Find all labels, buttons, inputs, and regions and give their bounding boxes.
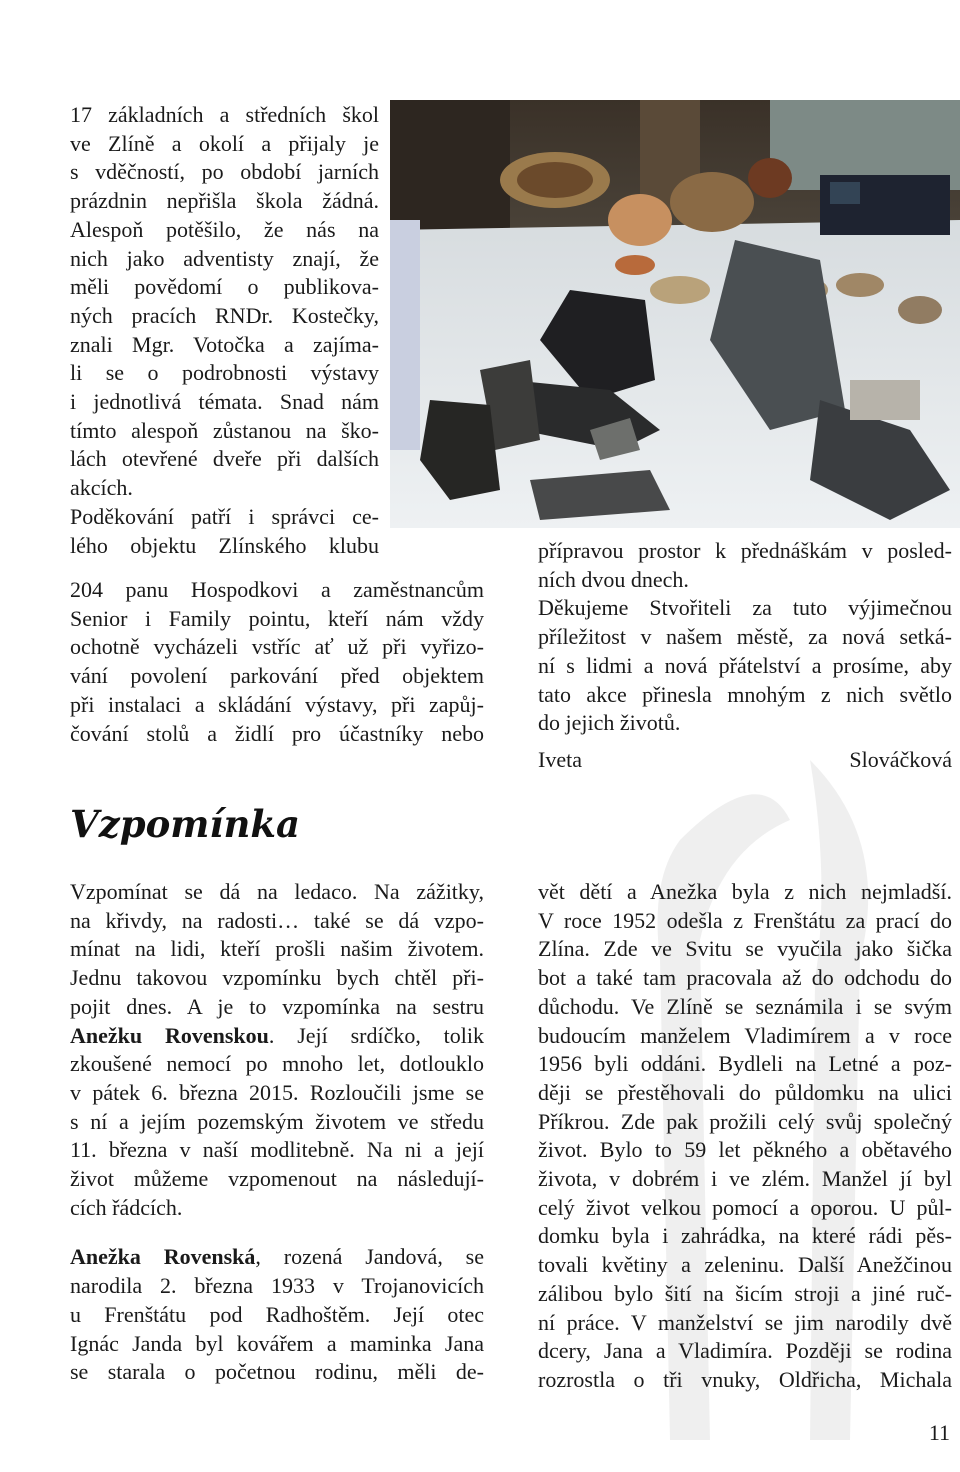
text-line: domku byla i zahrádka, na které rádi pěs- — [538, 1223, 952, 1249]
text-line: čování stolů a židlí pro účastníky nebo — [70, 720, 484, 746]
text-line: Senior i Family pointu, kteří nám vždy — [70, 605, 484, 631]
name-bold: Anežka Rovenská — [70, 1244, 256, 1270]
text-line: budoucím manželem Vladimírem a v roce — [538, 1022, 952, 1048]
text-line: narodila 2. března 1933 v Trojanovicích — [70, 1273, 484, 1299]
text-line: tímto alespoň zůstanou na ško- — [70, 417, 379, 443]
text-line: s vděčností, po období jarních — [70, 159, 379, 185]
article2-right-column — [538, 878, 952, 1395]
text-line: Alespoň potěšilo, že nás na — [70, 216, 379, 242]
text-line: 17 základních a středních škol — [70, 102, 379, 127]
text-line: ve Zlíně a okolí a přijaly je — [70, 130, 379, 156]
text-line: do jejich životů. — [538, 710, 681, 736]
text-line: vět dětí a Anežka byla z nich nejmladší. — [538, 879, 952, 904]
text-line: zkoušené nemocí po mnoho let, dotlouklo — [70, 1051, 484, 1077]
text-line: Poděkování patří i správci ce- — [70, 503, 379, 529]
text-line: lého objektu Zlínského klubu — [70, 532, 379, 558]
text-line: pojit dnes. A je to vzpomínka na sestru — [70, 993, 484, 1019]
text-line: se starala o početnou rodinu, měli de- — [70, 1359, 484, 1385]
text-line: dcery, Jana a Vladimíra. Později se rodina — [538, 1338, 952, 1364]
text-line: tovali květiny a zeleninu. Další Anežčinou — [538, 1252, 952, 1278]
text-line: i jednotlivá témata. Snad nám — [70, 389, 379, 415]
text-line: Příkrou. Zde pak prožili celý svůj společný — [538, 1108, 952, 1134]
article1-narrow-column — [70, 101, 379, 560]
text-line: ochotně vycházeli vstříc ať už při vyřizo- — [70, 634, 484, 660]
text-line: cích řádcích. — [70, 1194, 183, 1220]
text-line: života, v dobrém i ve zlém. Manžel jí byl — [538, 1166, 952, 1192]
text-line: rozrostla o tři vnuky, Oldřicha, Michala — [538, 1366, 952, 1392]
text-line: život můžeme vzpomenout na následují- — [70, 1166, 484, 1192]
text-line: s ní a jejím pozemským životem ve středu — [70, 1108, 484, 1134]
text-line: 1956 byli oddáni. Bydleli na Letné a poz- — [538, 1051, 952, 1077]
text-line: bot a také tam pracovala až do odchodu do — [538, 965, 952, 991]
text-line: V roce 1952 odešla z Frenštátu za prací do — [538, 907, 952, 933]
text-line: mínat na lidi, kteří prošli našim životem. — [70, 936, 484, 962]
article2-left-column — [70, 878, 484, 1387]
article-title: Vzpomínka — [70, 802, 300, 846]
text-line: ní s lidmi a nová přátelství a prosíme, aby — [538, 652, 952, 678]
text-line: při instalaci a skládání výstavy, při zapůj- — [70, 691, 484, 717]
text-line: 11. března v naší modlitebně. Na ni a její — [70, 1137, 484, 1163]
text-span: , rozená Jandová, se — [255, 1244, 484, 1270]
text-line: tato akce přinesla mnohým z nich světlo — [538, 681, 952, 707]
page-number: 11 — [928, 1420, 950, 1445]
author-signature: Iveta Slováčková — [538, 746, 952, 772]
text-line: přípravou prostor k přednáškám v posled- — [538, 538, 952, 563]
text-line: celý život velkou pomocí a oporou. U půl- — [538, 1194, 952, 1220]
name-bold: Anežku Rovenskou — [70, 1022, 269, 1048]
text-line: na křivdy, na radosti… také se dá vzpo- — [70, 907, 484, 933]
text-line: Zlína. Zde ve Svitu se vyučila jako šička — [538, 936, 952, 962]
text-line: 204 panu Hospodkovi a zaměstnancům — [70, 577, 484, 602]
exhibition-photo — [390, 100, 960, 528]
text-line: Ignác Janda byl kovářem a maminka Jana — [70, 1330, 484, 1356]
text-line: ních dvou dnech. — [538, 566, 689, 592]
text-line: život. Bylo to 59 let pěkného a obětavého — [538, 1137, 952, 1163]
text-line: akcích. — [70, 475, 133, 501]
text-line: Děkujeme Stvořiteli za tuto výjimečnou — [538, 595, 952, 621]
text-line: ných pracích RNDr. Kostečky, — [70, 302, 379, 328]
text-line: vání povolení parkování před objektem — [70, 663, 484, 689]
text-line: nich jako adventisty znají, že — [70, 245, 379, 271]
text-line: ní práce. V manželství se jim narodily dvě — [538, 1309, 952, 1335]
text-line — [70, 1243, 484, 1272]
text-line: v pátek 6. března 2015. Rozloučili jsme se — [70, 1079, 484, 1105]
text-line: prázdnin nepřišla škola žádná. — [70, 188, 379, 214]
text-line: li se o podrobnosti výstavy — [70, 360, 379, 386]
text-line: důchodu. Ve Zlíně se seznámila i se svým — [538, 993, 952, 1019]
text-span: . Její srdíčko, tolik — [268, 1022, 484, 1048]
text-line — [70, 1022, 484, 1051]
text-line: znali Mgr. Votočka a zajíma- — [70, 331, 379, 357]
text-line: lách otevřené dveře při dalších — [70, 446, 379, 472]
text-line: Jednu takovou vzpomínku bych chtěl při- — [70, 965, 484, 991]
text-line: ději se přestěhovali do půldomku na ulici — [538, 1079, 952, 1105]
text-line: příležitost v našem městě, za nová setká- — [538, 624, 952, 650]
article1-right-column — [538, 537, 952, 775]
article1-wide-column — [70, 576, 484, 748]
text-line: zálibou bylo šití na šicím stroji a jiné ruč- — [538, 1280, 952, 1306]
text-line: měli povědomí o publikova- — [70, 274, 379, 300]
text-line: u Frenštátu pod Radhoštěm. Její otec — [70, 1301, 484, 1327]
text-line: Vzpomínat se dá na ledaco. Na zážitky, — [70, 879, 484, 904]
